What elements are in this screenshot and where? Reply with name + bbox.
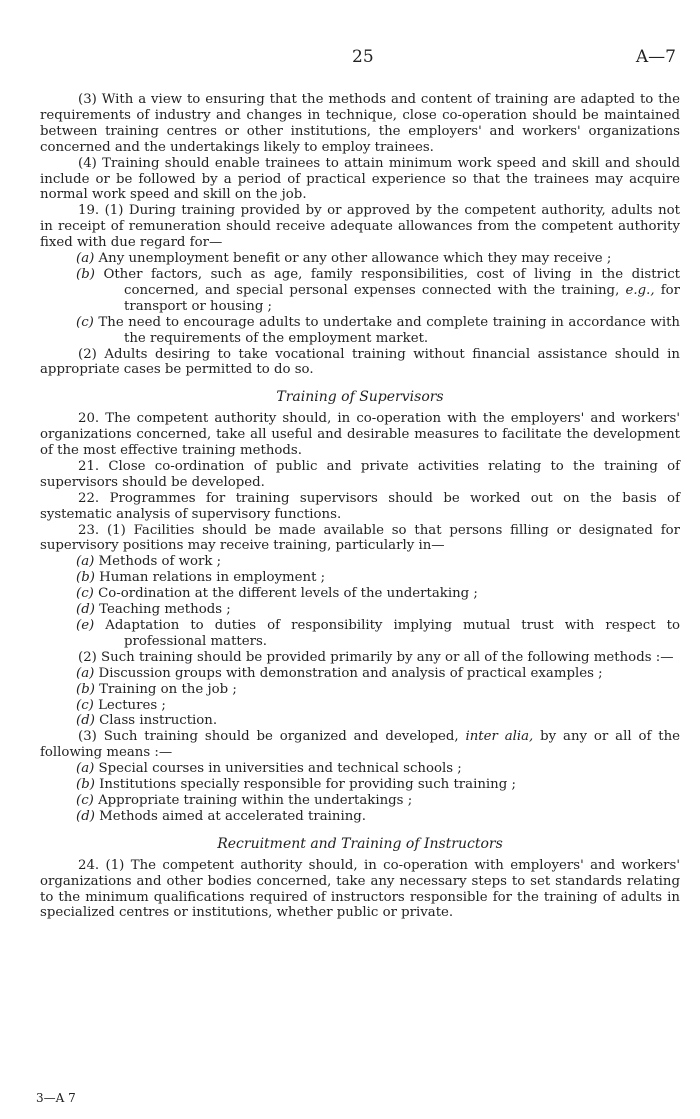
list-item xyxy=(40,570,680,586)
paragraph-text: Special courses in universities and technical schools ; xyxy=(98,761,462,777)
list-item xyxy=(40,666,680,682)
page-header xyxy=(0,47,700,70)
list-item xyxy=(40,682,680,698)
item-label: (d) xyxy=(76,602,95,618)
paragraph xyxy=(40,459,680,491)
paragraph-text: (3) With a view to ensuring that the methods and content of training are adapted to the requirements of industry and changes in technique, close co-operation should be maintained between training centres or other institutions, the employers' and workers' organizations concerned and the undertakings likely to employ trainees. xyxy=(40,92,680,155)
item-label: (b) xyxy=(76,266,95,282)
page-number: 25 xyxy=(352,47,374,67)
paragraph-text: Class instruction. xyxy=(99,713,218,729)
paragraph xyxy=(40,411,680,459)
paragraph-text: Any unemployment benefit or any other allowance which they may receive ; xyxy=(98,251,612,267)
paragraph xyxy=(40,92,680,156)
list-item xyxy=(40,315,680,347)
paragraph xyxy=(40,347,680,379)
list-item xyxy=(40,251,680,267)
paragraph xyxy=(40,203,680,251)
paragraph-text: Institutions specially responsible for providing such training ; xyxy=(99,777,516,793)
paragraph-text: Co-ordination at the different levels of the undertaking ; xyxy=(98,586,478,602)
list-item xyxy=(40,793,680,809)
list-item xyxy=(40,586,680,602)
item-label: (c) xyxy=(76,586,94,602)
paragraph-text: (2) Adults desiring to take vocational training without financial assistance should in appropriate cases be permitted to do so. xyxy=(40,346,680,378)
item-label: (a) xyxy=(76,554,95,570)
item-label: (c) xyxy=(76,314,94,330)
item-label: (b) xyxy=(76,777,95,793)
paragraph-text: Methods of work ; xyxy=(98,554,222,570)
list-item xyxy=(40,761,680,777)
paragraph-text: The need to encourage adults to undertake and complete training in accordance with the requirements of the employment market. xyxy=(98,314,680,346)
page-body xyxy=(40,92,680,921)
paragraph-text: Lectures ; xyxy=(98,697,166,713)
item-label: (b) xyxy=(76,681,95,697)
paragraph-text: Discussion groups with demonstration and analysis of practical examples ; xyxy=(98,665,603,681)
paragraph-text: Adaptation to duties of responsibility implying mutual trust with respect to professional matters. xyxy=(105,618,680,649)
paragraph-text: 23. (1) Facilities should be made available so that persons filling or designated for supervisory positions may receive training, particularly in— xyxy=(40,522,680,554)
paragraph-text: (3) Such training should be organized and developed, xyxy=(78,729,459,745)
paragraph xyxy=(40,523,680,555)
item-label: (c) xyxy=(76,792,94,808)
italic-phrase: inter alia, xyxy=(465,729,534,745)
paragraph xyxy=(40,491,680,523)
list-item xyxy=(40,602,680,618)
paragraph-text: (4) Training should enable trainees to attain minimum work speed and skill and should include or be followed by a period of practical experience so that the trainees may acquire normal work speed and skill on the job. xyxy=(40,155,680,203)
section-heading: Recruitment and Training of Instructors xyxy=(217,835,503,852)
list-item xyxy=(40,777,680,793)
item-label: (a) xyxy=(76,761,95,777)
paragraph-text: 20. The competent authority should, in co-operation with the employers' and workers' organizations concerned, take all useful and desirable measures to facilitate the development of the most effective training methods. xyxy=(40,411,680,459)
item-label: (b) xyxy=(76,570,95,586)
item-label: (d) xyxy=(76,713,95,729)
paragraph-text-continued: by any or all of the following means :— xyxy=(40,729,681,761)
page-footer: 3—A 7 xyxy=(36,1091,76,1105)
paragraph-text: 19. (1) During training provided by or approved by the competent authority, adults not in receipt of remuneration should receive adequate allowances from the competent authority fixed with due regard for— xyxy=(40,203,680,251)
paragraph-text: Other factors, such as age, family responsibilities, cost of living in the district concerned, and special personal expenses connected with the training, xyxy=(103,266,680,298)
document-reference: A—7 xyxy=(635,47,676,67)
list-item xyxy=(40,698,680,714)
item-label: (d) xyxy=(76,808,95,824)
paragraph-text: 22. Programmes for training supervisors should be worked out on the basis of systematic analysis of supervisory functions. xyxy=(40,490,680,522)
paragraph-text: 24. (1) The competent authority should, in co-operation with employers' and workers' organizations and other bodies concerned, take any necessary steps to set standards relating to the minimum qualifications required of instructors responsible for the training of adults in specialized centres or institutions, whether public or private. xyxy=(40,857,680,921)
italic-phrase: e.g., xyxy=(625,282,655,298)
paragraph-text: Human relations in employment ; xyxy=(99,570,326,586)
paragraph xyxy=(40,858,680,922)
paragraph-text-continued: for transport or housing ; xyxy=(124,282,681,314)
item-label: (c) xyxy=(76,697,94,713)
item-label: (a) xyxy=(76,665,95,681)
paragraph-text: 21. Close co-ordination of public and private activities relating to the training of supervisors should be developed. xyxy=(40,458,680,490)
list-item xyxy=(40,713,680,729)
list-item xyxy=(40,809,680,825)
list-item xyxy=(40,554,680,570)
paragraph-text: Methods aimed at accelerated training. xyxy=(99,808,367,824)
paragraph-text: Appropriate training within the undertakings ; xyxy=(98,792,413,808)
paragraph xyxy=(40,729,680,761)
item-label: (a) xyxy=(76,251,95,267)
paragraph-text: Training on the job ; xyxy=(99,681,237,697)
paragraph-text: (2) Such training should be provided primarily by any or all of the following methods :— xyxy=(78,649,674,665)
paragraph xyxy=(40,156,680,204)
list-item xyxy=(40,267,680,315)
paragraph xyxy=(40,650,680,666)
section-heading: Training of Supervisors xyxy=(276,389,444,406)
paragraph-text: Teaching methods ; xyxy=(99,602,231,618)
list-item xyxy=(40,618,680,650)
item-label: (e) xyxy=(76,618,95,633)
